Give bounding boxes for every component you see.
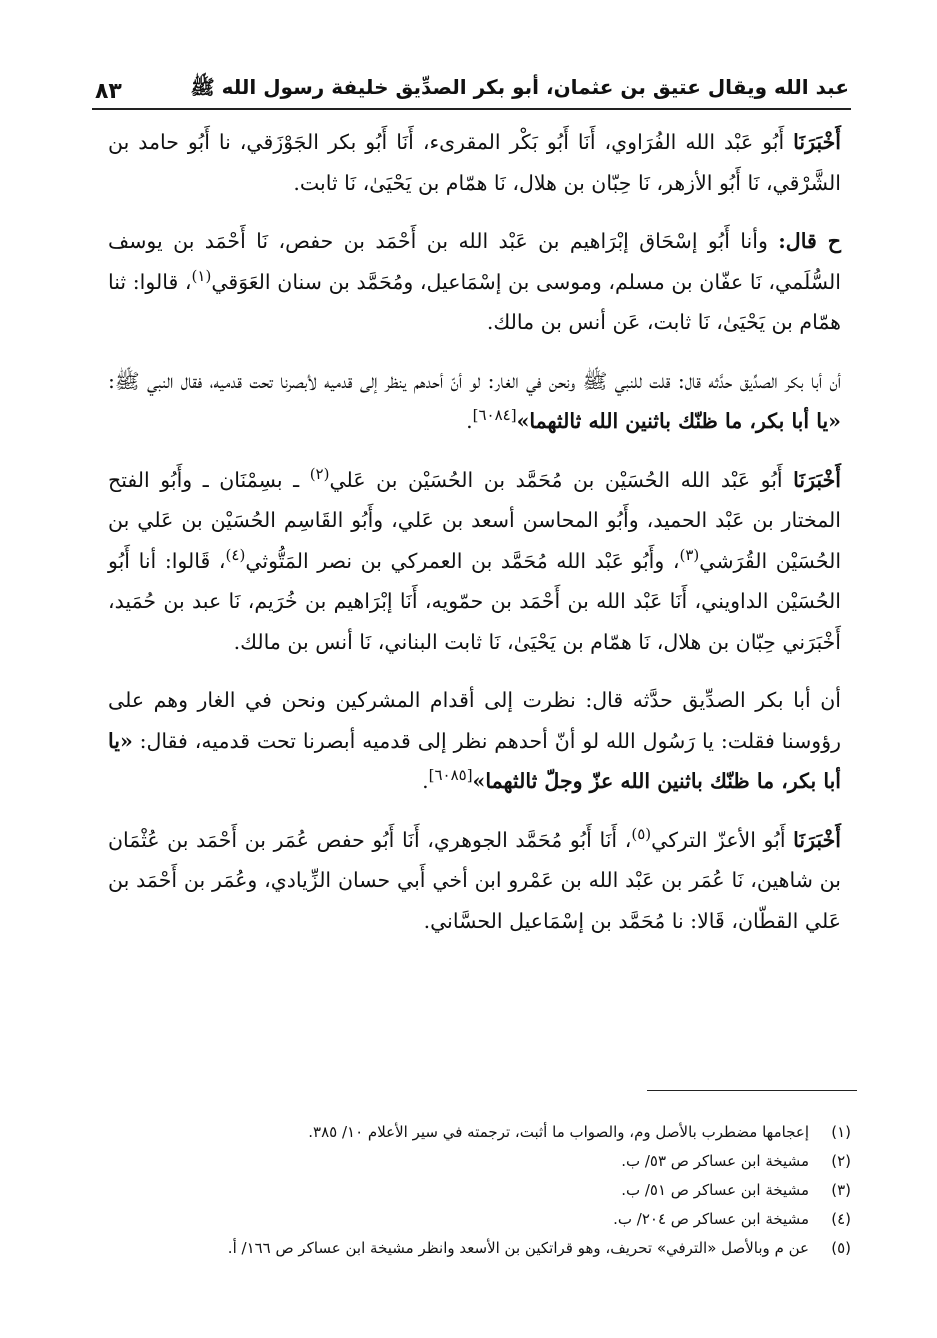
bold-text: «يا أبا بكر، ما ظنّك باثنين الله عزّ وجلّ ثالثهما»: [108, 728, 841, 793]
footnote: [100, 1118, 851, 1147]
text-run: أَبُو عَبْد الله الفُرَاوي، أَنَا أَبُو بَكْر المقرىء، أَنَا أَبُو بكر الجَوْزَقي، نا أَبُو حامد بن الشَّرْقي، نَا أَبُو الأزهر، نَا حِبّان بن هلال، نَا همّام بن يَحْيَىٰ، نَا ثابت.: [108, 130, 841, 195]
text-run: ، وأَبُو عَبْد الله مُحَمَّد بن العمركي بن نصر المَتُّوثي: [245, 548, 680, 573]
text-run: ، قَالوا: أنا أَبُو الحُسَيْن الداويني، أَنَا عَبْد الله بن أَحْمَد بن حمّويه، أَنَا إبْرَاهيم بن خُرَيم، نَا عبد بن حُمَيد، أَخْبَرَني حِبّان بن هلال، نَا همّام بن يَحْيَىٰ، نَا ثابت البناني، نَا أنس بن مالك.: [108, 548, 841, 654]
bold-text: أَخْبَرَنَا: [793, 130, 841, 154]
body-text: [108, 122, 841, 959]
footnote-number: (٣): [831, 1181, 851, 1199]
footnote-number: (٥): [831, 1239, 851, 1257]
running-title: عبد الله ويقال عتيق بن عثمان، أبو بكر الصدِّيق خليفة رسول الله ﷺ: [190, 75, 849, 99]
text-run: ، أَنَا أَبُو مُحَمَّد الجوهري، أَنَا أَبُو حفص عُمَر بن أَحْمَد بن عُثْمَان بن شاهين، نَا عُمَر بن عَبْد الله بن عَمْرو ابن أخي أَبي حسان الزِّيادي، وعُمَر بن أَحْمَد بن عَلي القطّان، قَالا: نا مُحَمَّد بن إسْمَاعيل الحسَّاني.: [108, 827, 841, 933]
text-run: أَبُو عَبْد الله الحُسَيْن بن مُحَمَّد بن الحُسَيْن بن عَلي: [329, 467, 794, 492]
text-run: ، قالوا: ثنا همّام بن يَحْيَىٰ، نَا ثابت، عَن أنس بن مالك.: [108, 269, 841, 334]
footnote-ref: [٦٠٨٤]: [472, 406, 517, 425]
footnote-ref: (٤): [225, 545, 246, 564]
paragraph: [108, 361, 841, 442]
footnote: [100, 1234, 851, 1263]
footnote: [100, 1205, 851, 1234]
text-run: أن أبا بكر الصدِّيق حدَّثه قال: قلت للنبي ﷺ ونحن في الغار: لو أنّ أحدهم ينظر إلى قدميه لأبصرنا تحت قدميه، فقال النبي ﷺ:: [108, 368, 841, 393]
text-run: وأنا أَبُو إسْحَاق إبْرَاهيم بن عَبْد الله بن أَحْمَد بن حفص، نَا أَحْمَد بن يوسف السُّلَمي، نَا عفّان بن مسلم، وموسى بن إسْمَاعيل، ومُحَمَّد بن سنان العَوَقي: [108, 229, 841, 294]
paragraph: [108, 680, 841, 802]
bold-text: «يا أبا بكر، ما ظنّك باثنين الله ثالثهما»: [516, 409, 841, 433]
text-run: أن أبا بكر الصدِّيق حدَّثه قال: نظرت إلى أقدام المشركين ونحن في الغار وهم على رؤوسنا فقلت: يا رَسُول الله لو أنّ أحدهم نظر إلى قدميه أبصرنا تحت قدميه، فقال:: [108, 688, 841, 753]
footnote-ref: (٣): [679, 545, 700, 564]
header-rule: [92, 108, 851, 110]
paragraph: [108, 460, 841, 663]
page-number: ٨٣: [95, 79, 122, 104]
text-run: ـ بسِمْنَان ـ وأَبُو الفتح المختار بن عَبْد الحميد، وأَبُو المحاسن أسعد بن عَلي، وأَبُو القَاسِم الحُسَيْن بن عَلي بن الحُسَيْن القُرَشي: [108, 467, 842, 573]
text-run: .: [422, 769, 429, 793]
footnote-ref: (١): [191, 266, 212, 285]
footnote: [100, 1176, 851, 1205]
footnotes: [100, 1118, 851, 1263]
footnote-text: مشيخة ابن عساكر ص ٥١/ ب.: [621, 1181, 809, 1199]
footnote-number: (٢): [831, 1152, 851, 1170]
footnote-ref: (٥): [631, 824, 652, 843]
bold-text: أَخْبَرَنَا: [793, 467, 841, 492]
paragraph: [108, 221, 841, 343]
footnote-ref: (٢): [309, 464, 330, 483]
footnote: [100, 1147, 851, 1176]
footnote-ref: [٦٠٨٥]: [428, 766, 473, 785]
footnote-number: (٤): [831, 1210, 851, 1228]
footnote-number: (١): [831, 1123, 851, 1141]
page-header: [95, 58, 849, 104]
paragraph: [108, 122, 841, 203]
bold-text: ح قال:: [778, 229, 841, 253]
bold-text: أَخْبَرَنَا: [793, 827, 841, 852]
text-run: أَبُو الأعزّ التركي: [651, 827, 794, 852]
paragraph: [108, 820, 841, 942]
footnote-text: مشيخة ابن عساكر ص ٢٠٤/ ب.: [613, 1210, 809, 1228]
footnote-text: مشيخة ابن عساكر ص ٥٣/ ب.: [621, 1152, 809, 1170]
footnote-rule: [647, 1090, 857, 1091]
footnote-text: عن م وبالأصل «الترفي» تحريف، وهو قراتكين بن الأسعد وانظر مشيخة ابن عساكر ص ١٦٦/ أ.: [227, 1239, 809, 1257]
footnote-text: إعجامها مضطرب بالأصل وم، والصواب ما أثبت، ترجمته في سير الأعلام ١٠/ ٣٨٥.: [308, 1123, 809, 1141]
text-run: .: [466, 409, 473, 433]
